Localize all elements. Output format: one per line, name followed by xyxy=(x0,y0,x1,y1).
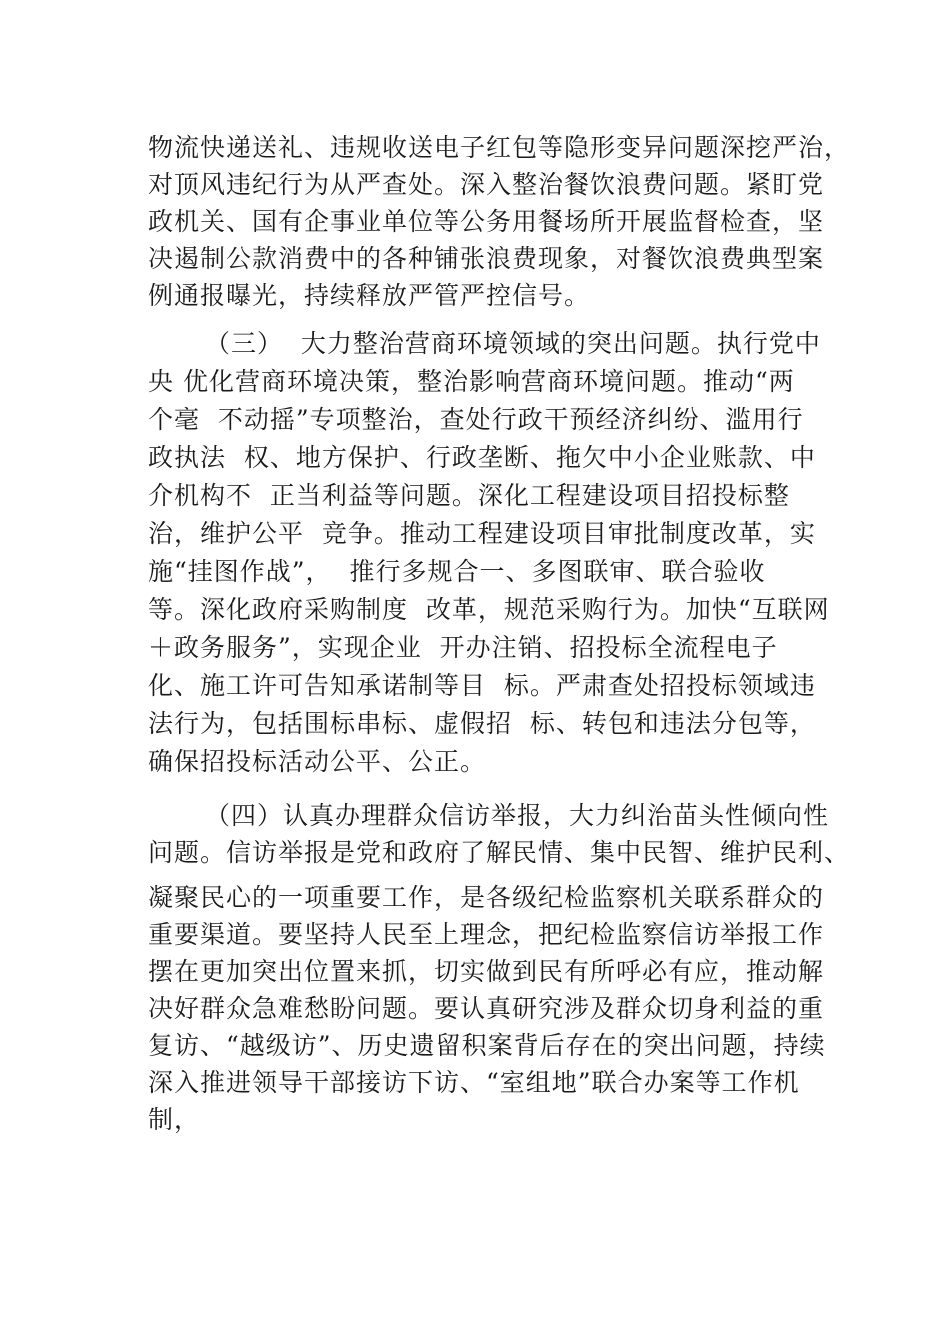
text-line: 个毫 不动摇”专项整治，查处行政干预经济纠纷、滥用行 xyxy=(148,405,804,434)
text-line: 化、施工许可告知承诺制等目 标。严肃查处招投标领域违 xyxy=(148,671,816,700)
text-line: 治，维护公平 竞争。推动工程建设项目审批制度改革，实 xyxy=(148,519,816,548)
text-line: 物流快递送礼、违规收送电子红包等隐形变异问题深挖严治， xyxy=(148,133,851,162)
section-heading-3: （三） 大力整治营商环境领域的突出问题。执行党中 xyxy=(205,329,821,358)
text-line: 例通报曝光，持续释放严管严控信号。 xyxy=(148,281,591,310)
text-line: 政执法 权、地方保护、行政垄断、拖欠中小企业账款、中 xyxy=(148,443,816,472)
text-line: 决遏制公款消费中的各种铺张浪费现象，对餐饮浪费典型案 xyxy=(148,244,825,273)
text-line: 对顶风违纪行为从严查处。深入整治餐饮浪费问题。紧盯党 xyxy=(148,170,825,199)
text-line: 制， xyxy=(148,1105,201,1134)
text-line: 凝聚民心的一项重要工作，是各级纪检监察机关联系群众的 xyxy=(148,883,825,912)
text-line: 摆在更加突出位置来抓，切实做到民有所呼必有应，推动解 xyxy=(148,957,825,986)
text-line: 问题。信访举报是党和政府了解民情、集中民智、维护民利、 xyxy=(148,838,851,867)
text-line: 施“挂图作战”， 推行多规合一、多图联审、联合验收 xyxy=(148,557,766,586)
text-line: 政机关、国有企事业单位等公务用餐场所开展监督检查，坚 xyxy=(148,207,825,236)
text-line: 法行为，包括围标串标、虚假招 标、转包和违法分包等， xyxy=(148,709,816,738)
text-line: 决好群众急难愁盼问题。要认真研究涉及群众切身利益的重 xyxy=(148,994,825,1023)
text-line: 复访、“越级访”、历史遗留积案背后存在的突出问题，持续 xyxy=(148,1031,826,1060)
text-line: 等。深化政府采购制度 改革，规范采购行为。加快“互联网 xyxy=(148,595,830,624)
text-line: 确保招投标活动公平、公正。 xyxy=(148,747,487,776)
text-line: 央 优化营商环境决策，整治影响营商环境问题。推动“两 xyxy=(148,367,795,396)
text-line: ＋政务服务”，实现企业 开办注销、招投标全流程电子 xyxy=(148,633,778,662)
section-heading-4: （四）认真办理群众信访举报，大力纠治苗头性倾向性 xyxy=(205,801,830,830)
text-line: 重要渠道。要坚持人民至上理念，把纪检监察信访举报工作 xyxy=(148,920,825,949)
text-line: 深入推进领导干部接访下访、“室组地”联合办案等工作机 xyxy=(148,1068,800,1097)
text-line: 介机构不 正当利益等问题。深化工程建设项目招投标整 xyxy=(148,481,790,510)
